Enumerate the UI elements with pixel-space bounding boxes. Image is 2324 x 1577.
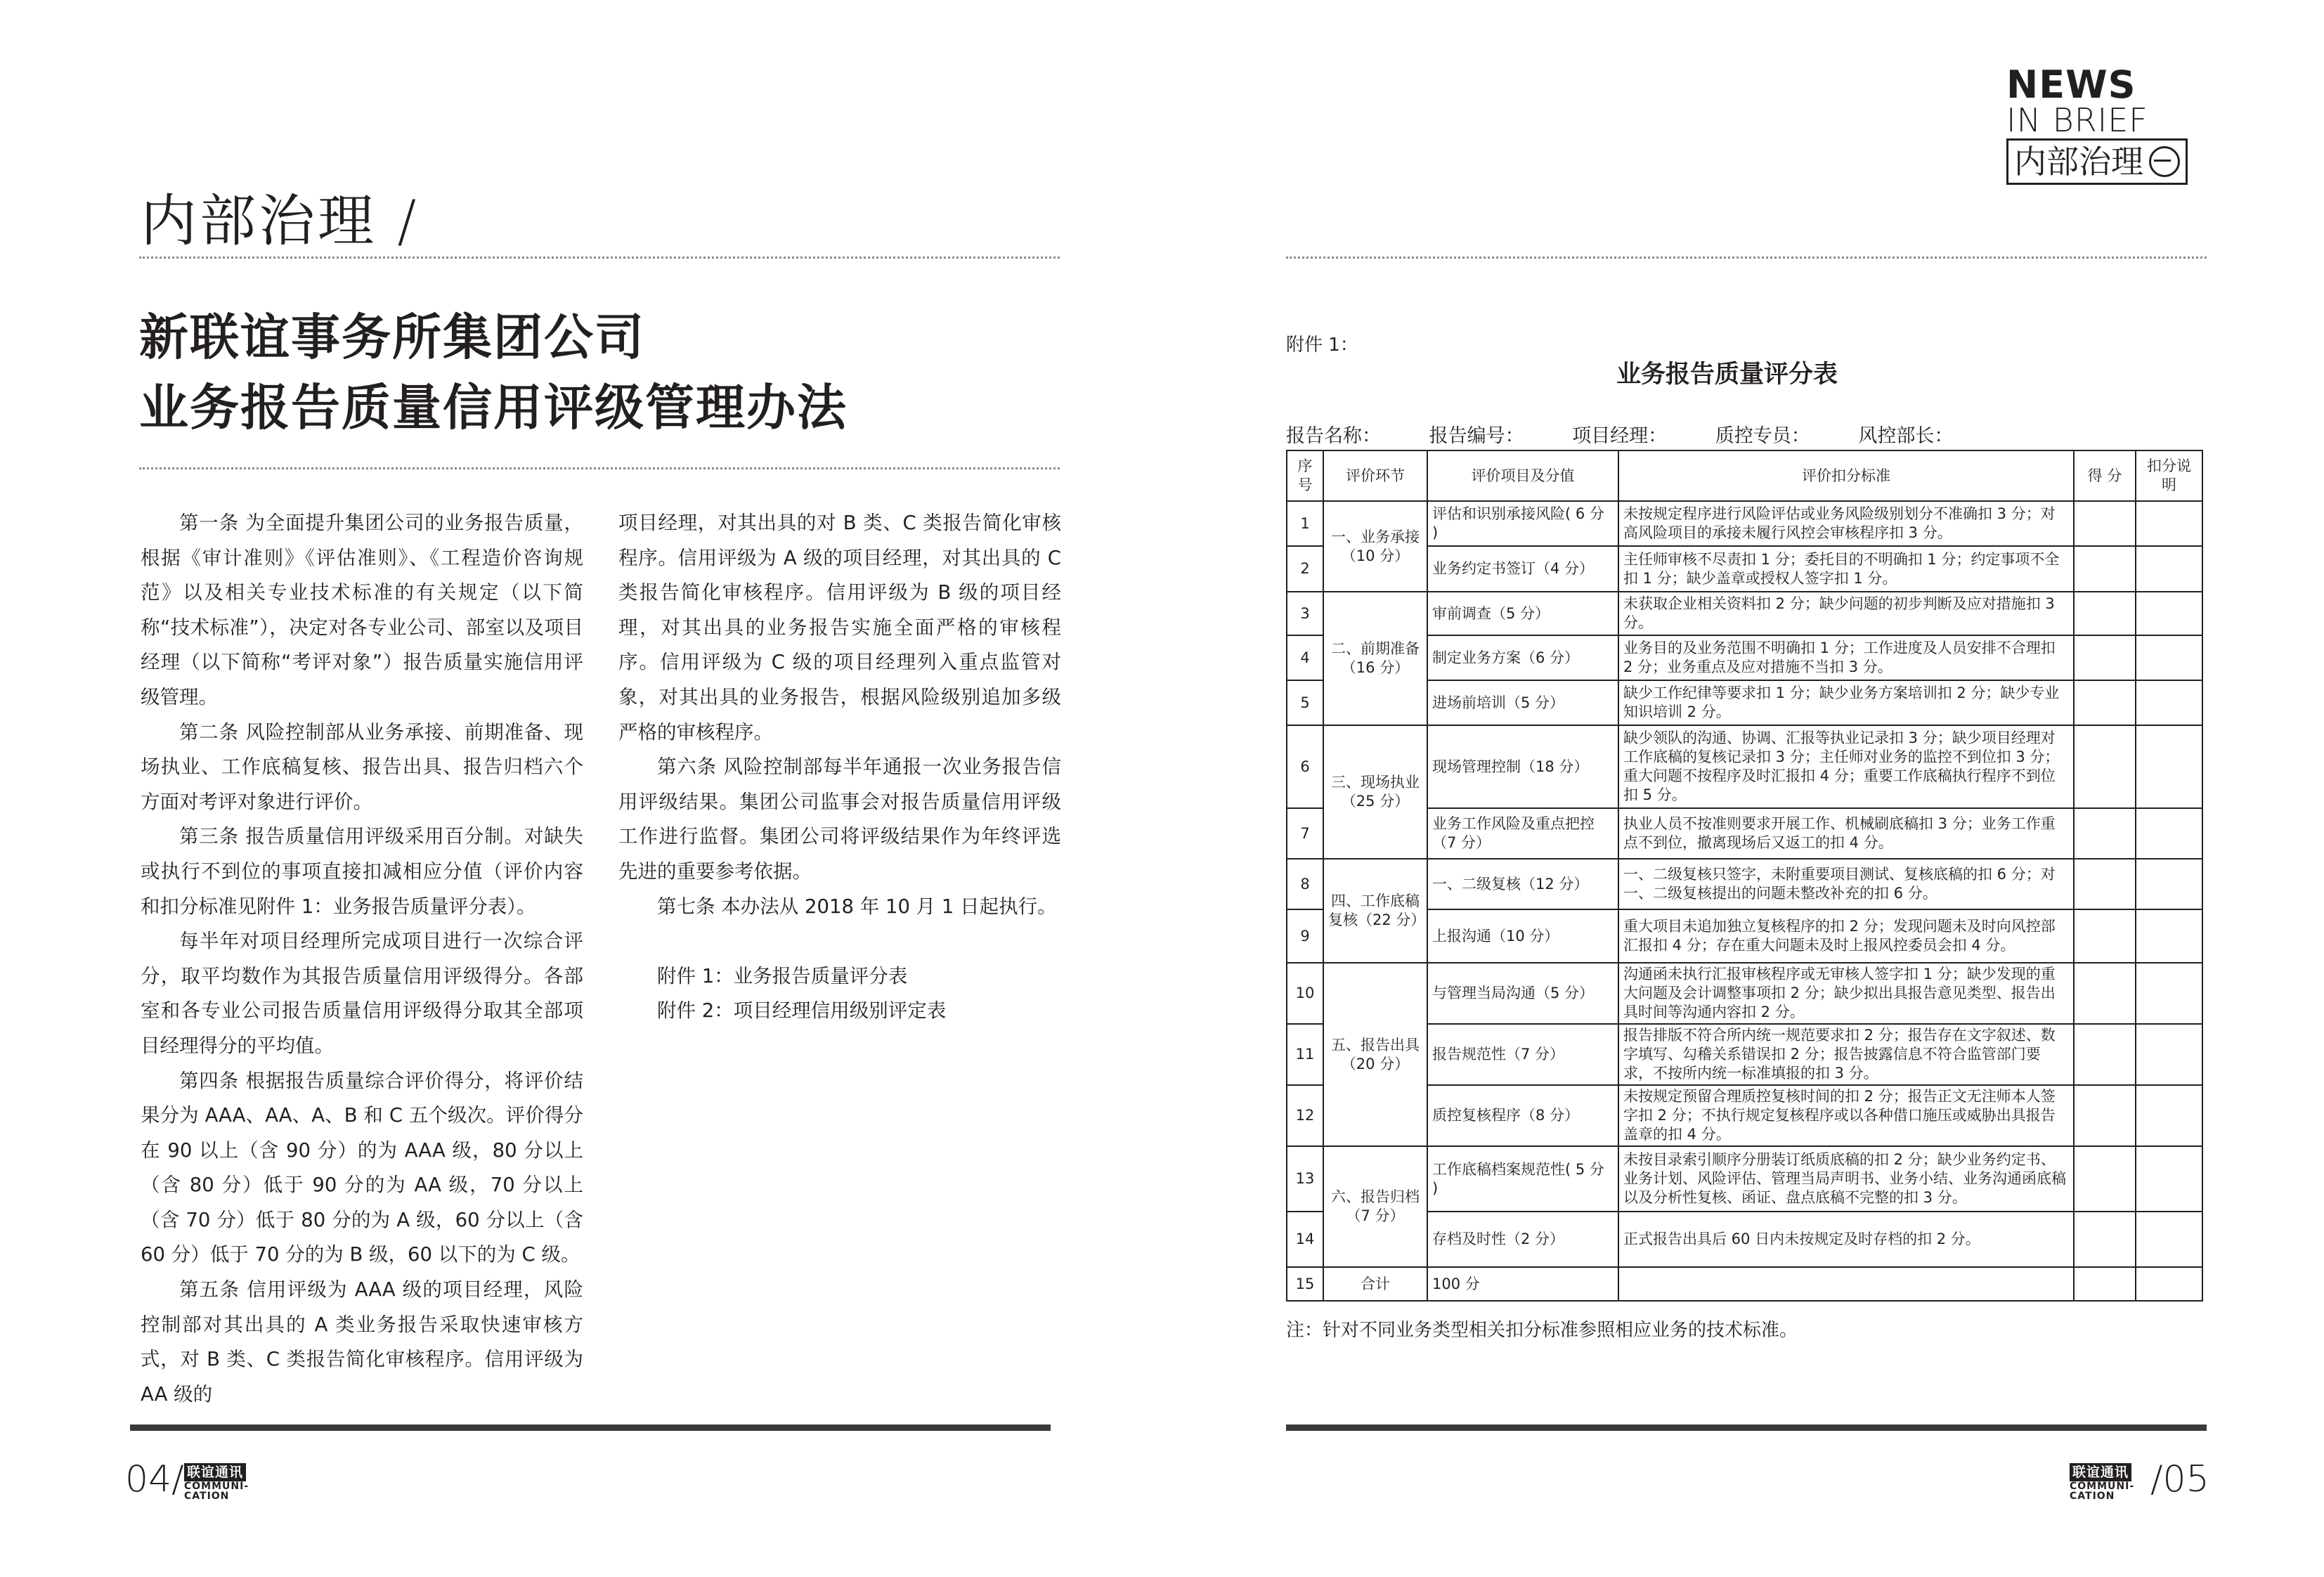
row-stage: 三、现场执业（25 分）: [1323, 725, 1427, 859]
attachment-ref: 附件 1：业务报告质量评分表: [657, 964, 908, 987]
note-cell[interactable]: [2136, 859, 2202, 909]
brand-sub: CATION: [184, 1491, 230, 1502]
row-standard: 未按目录索引顺序分册装订纸质底稿的扣 2 分；缺少业务约定书、业务计划、风险评估、管理当局声明书、业务小结、业务沟通函底稿以及分析性复核、函证、盘点底稿不完整的扣 3 分。: [1618, 1146, 2074, 1212]
row-item: 工作底稿档案规范性( 5 分 ): [1427, 1146, 1618, 1212]
page-number: 04/: [125, 1458, 184, 1500]
score-cell[interactable]: [2074, 501, 2136, 546]
paragraph: 第一条 为全面提升集团公司的业务报告质量，根据《审计准则》《评估准则》、《工程造价咨询规范》以及相关专业技术标准的有关规定（以下简称“技术标准”），决定对各专业公司、部室以及项目经理（以下简称“考评对象”）报告质量实施信用评级管理。: [141, 512, 583, 708]
row-no: 11: [1287, 1024, 1323, 1085]
row-item: 报告规范性（7 分）: [1427, 1024, 1618, 1085]
header-note: 扣分说明: [2136, 450, 2202, 501]
article-column-2: [618, 506, 1061, 1029]
row-stage: 四、工作底稿复核（22 分）: [1323, 859, 1427, 963]
score-cell[interactable]: [2074, 635, 2136, 680]
table-row: [1287, 725, 2202, 808]
score-cell[interactable]: [2074, 1212, 2136, 1267]
note-cell[interactable]: [2136, 1024, 2202, 1085]
row-standard: 缺少工作纪律等要求扣 1 分；缺少业务方案培训扣 2 分；缺少专业知识培训 2 分。: [1618, 680, 2074, 725]
score-cell[interactable]: [2074, 725, 2136, 808]
meta-project-manager: 项目经理：: [1572, 425, 1668, 447]
brand-logo: [2070, 1463, 2146, 1501]
nib-section-label: 内部治理: [2014, 143, 2143, 181]
note-cell[interactable]: [2136, 808, 2202, 859]
report-meta: [1286, 420, 1995, 448]
divider: [1286, 257, 2207, 259]
total-value: 100 分: [1427, 1267, 1618, 1301]
row-no: 14: [1287, 1212, 1323, 1267]
row-item: 与管理当局沟通（5 分）: [1427, 963, 1618, 1024]
paragraph: 第二条 风险控制部从业务承接、前期准备、现场执业、工作底稿复核、报告出具、报告归档六个方面对考评对象进行评价。: [141, 720, 583, 813]
attachment-ref: 附件 2：项目经理信用级别评定表: [657, 999, 947, 1023]
paragraph: 每半年对项目经理所完成项目进行一次综合评分，取平均数作为其报告质量信用评级得分。各部室和各专业公司报告质量信用评级得分取其全部项目经理得分的平均值。: [141, 930, 583, 1057]
row-item: 审前调查（5 分）: [1427, 592, 1618, 635]
news-in-brief-logo: [2006, 63, 2217, 185]
header-stage: 评价环节: [1323, 450, 1427, 501]
row-standard: 沟通函未执行汇报审核程序或无审核人签字扣 1 分；缺少发现的重大问题及会计调整事项扣 2 分；缺少拟出具报告意见类型、报告出具时间等沟通内容扣 2 分。: [1618, 963, 2074, 1024]
page-number: /05: [2150, 1458, 2209, 1500]
row-no: 6: [1287, 725, 1323, 808]
paragraph: 项目经理，对其出具的对 B 类、C 类报告简化审核程序。信用评级为 A 级的项目经理，对其出具的 C 类报告简化审核程序。信用评级为 B 级的项目经理，对其出具的业务报告实施全面严格的审核程序。信用评级为 C 级的项目经理列入重点监管对象，对其出具的业务报告，根据风险级别追加多级严格的审核程序。: [618, 512, 1061, 744]
row-standard: 报告排版不符合所内统一规范要求扣 2 分；报告存在文字叙述、数字填写、勾稽关系错误扣 2 分；报告披露信息不符合监管部门要求，不按所内统一标准填报的扣 3 分。: [1618, 1024, 2074, 1085]
row-no: 4: [1287, 635, 1323, 680]
row-standard: 重大项目未追加独立复核程序的扣 2 分；发现问题未及时向风控部汇报扣 4 分；存在重大问题未及时上报风控委员会扣 4 分。: [1618, 909, 2074, 963]
nib-section: [2006, 138, 2188, 185]
row-no: 10: [1287, 963, 1323, 1024]
note-cell[interactable]: [2136, 635, 2202, 680]
table-row: [1287, 501, 2202, 546]
section-title: 内部治理 /: [141, 188, 420, 254]
row-no: 3: [1287, 592, 1323, 635]
note-cell[interactable]: [2136, 1146, 2202, 1212]
row-item: 业务工作风险及重点把控（7 分）: [1427, 808, 1618, 859]
score-cell[interactable]: [2074, 1024, 2136, 1085]
row-no: 5: [1287, 680, 1323, 725]
header-standard: 评价扣分标准: [1618, 450, 2074, 501]
footer-bar: [1286, 1425, 2207, 1431]
note-cell[interactable]: [2136, 680, 2202, 725]
row-item: 现场管理控制（18 分）: [1427, 725, 1618, 808]
row-standard: 缺少领队的沟通、协调、汇报等执业记录扣 3 分；缺少项目经理对工作底稿的复核记录扣 3 分；主任师对业务的监控不到位扣 3 分；重大问题不按程序及时汇报扣 4 分；重要工作底稿执行程序不到位扣 5 分。: [1618, 725, 2074, 808]
article-column-1: [141, 506, 583, 1412]
meta-qc-officer: 质控专员：: [1715, 425, 1810, 447]
row-standard: 一、二级复核只签字，未附重要项目测试、复核底稿的扣 6 分；对一、二级复核提出的问题未整改补充的扣 6 分。: [1618, 859, 2074, 909]
row-no: 8: [1287, 859, 1323, 909]
row-no: 13: [1287, 1146, 1323, 1212]
row-item: 进场前培训（5 分）: [1427, 680, 1618, 725]
row-item: 制定业务方案（6 分）: [1427, 635, 1618, 680]
score-cell[interactable]: [2074, 592, 2136, 635]
table-row: [1287, 963, 2202, 1024]
row-no: 12: [1287, 1085, 1323, 1146]
brand-sub: COMMUNI-: [184, 1481, 249, 1492]
paragraph: 第六条 风险控制部每半年通报一次业务报告信用评级结果。集团公司监事会对报告质量信用评级工作进行监督。集团公司将评级结果作为年终评选先进的重要参考依据。: [618, 755, 1061, 883]
score-cell[interactable]: [2074, 1146, 2136, 1212]
table-note: 注：针对不同业务类型相关扣分标准参照相应业务的技术标准。: [1286, 1320, 1798, 1341]
row-item: 业务约定书签订（4 分）: [1427, 546, 1618, 592]
paragraph: 第三条 报告质量信用评级采用百分制。对缺失或执行不到位的事项直接扣减相应分值（评价内容和扣分标准见附件 1：业务报告质量评分表）。: [141, 825, 583, 918]
row-standard: 未获取企业相关资料扣 2 分；缺少问题的初步判断及应对措施扣 3 分。: [1618, 592, 2074, 635]
row-stage: 二、前期准备（16 分）: [1323, 592, 1427, 725]
note-cell[interactable]: [2136, 1085, 2202, 1146]
divider: [139, 257, 1060, 259]
score-table: [1286, 450, 2203, 1302]
paragraph: 第五条 信用评级为 AAA 级的项目经理，风险控制部对其出具的 A 类业务报告采取快速审核方式，对 B 类、C 类报告简化审核程序。信用评级为 AA 级的: [141, 1278, 583, 1406]
paragraph: 第四条 根据报告质量综合评价得分，将评价结果分为 AAA、AA、A、B 和 C 五个级次。评价得分在 90 以上（含 90 分）的为 AAA 级，80 分以上（含 80 分）低于 90 分的为 AA 级，70 分以上（含 70 分）低于 80 分的为 A 级，60 分以上（含 60 分）低于 70 分的为 B 级，60 以下的为 C 级。: [141, 1069, 583, 1266]
row-stage: 一、业务承接（10 分）: [1323, 501, 1427, 592]
row-item: 存档及时性（2 分）: [1427, 1212, 1618, 1267]
meta-risk-director: 风控部长：: [1858, 425, 1954, 447]
row-standard: 主任师审核不尽责扣 1 分；委托目的不明确扣 1 分；约定事项不全扣 1 分；缺少盖章或授权人签字扣 1 分。: [1618, 546, 2074, 592]
brand-sub: COMMUNI-: [2070, 1481, 2135, 1492]
brand-name: 联谊通讯: [2070, 1463, 2131, 1481]
score-cell[interactable]: [2074, 1085, 2136, 1146]
circle-icon: [2149, 146, 2180, 177]
row-standard: 未按规定预留合理质控复核时间的扣 2 分；报告正文无注师本人签字扣 2 分；不执行规定复核程序或以各种借口施压或威胁出具报告盖章的扣 4 分。: [1618, 1085, 2074, 1146]
brand-name: 联谊通讯: [184, 1463, 246, 1481]
row-standard: 未按规定程序进行风险评估或业务风险级别划分不准确扣 3 分；对高风险项目的承接未履行风控会审核程序扣 3 分。: [1618, 501, 2074, 546]
attachment-label: 附件 1：: [1286, 335, 1358, 356]
row-stage: 六、报告归档（7 分）: [1323, 1146, 1427, 1267]
row-no: 15: [1287, 1267, 1323, 1301]
total-label: 合计: [1323, 1267, 1427, 1301]
meta-report-name: 报告名称：: [1286, 425, 1381, 447]
note-cell[interactable]: [2136, 909, 2202, 963]
brand-logo: [184, 1463, 260, 1501]
brand-sub: CATION: [2070, 1491, 2115, 1502]
row-no: 9: [1287, 909, 1323, 963]
row-item: 一、二级复核（12 分）: [1427, 859, 1618, 909]
title-line-1: 新联谊事务所集团公司: [139, 309, 645, 366]
document-title: [139, 302, 848, 443]
table-header-row: [1287, 450, 2202, 501]
row-no: 1: [1287, 501, 1323, 546]
note-cell[interactable]: [2136, 963, 2202, 1024]
score-cell[interactable]: [2074, 859, 2136, 909]
row-standard: 正式报告出具后 60 日内未按规定及时存档的扣 2 分。: [1618, 1212, 2074, 1267]
nib-in-brief: IN BRIEF: [2006, 101, 2148, 139]
note-cell[interactable]: [2136, 1267, 2202, 1301]
score-cell[interactable]: [2074, 680, 2136, 725]
note-cell[interactable]: [2136, 1212, 2202, 1267]
row-no: 2: [1287, 546, 1323, 592]
row-standard: 业务目的及业务范围不明确扣 1 分；工作进度及人员安排不合理扣 2 分；业务重点及应对措施不当扣 3 分。: [1618, 635, 2074, 680]
header-no: 序号: [1287, 450, 1323, 501]
title-line-2: 业务报告质量信用评级管理办法: [139, 379, 848, 436]
paragraph: 第七条 本办法从 2018 年 10 月 1 日起执行。: [657, 895, 1057, 918]
nib-news: NEWS: [2006, 63, 2136, 107]
row-item: 上报沟通（10 分）: [1427, 909, 1618, 963]
footer-bar: [130, 1425, 1051, 1431]
table-row: [1287, 1146, 2202, 1212]
row-stage: 五、报告出具（20 分）: [1323, 963, 1427, 1146]
note-cell[interactable]: [2136, 546, 2202, 592]
header-score: 得 分: [2074, 450, 2136, 501]
score-cell[interactable]: [2074, 909, 2136, 963]
row-no: 7: [1287, 808, 1323, 859]
score-cell[interactable]: [2074, 546, 2136, 592]
score-cell[interactable]: [2074, 963, 2136, 1024]
note-cell[interactable]: [2136, 501, 2202, 546]
note-cell[interactable]: [2136, 725, 2202, 808]
table-row: [1287, 592, 2202, 635]
score-cell[interactable]: [2074, 1267, 2136, 1301]
row-item: 评估和识别承接风险( 6 分 ): [1427, 501, 1618, 546]
score-cell[interactable]: [2074, 808, 2136, 859]
total-standard: [1618, 1267, 2074, 1301]
row-standard: 执业人员不按准则要求开展工作、机械刷底稿扣 3 分；业务工作重点不到位，撤离现场后又返工的扣 4 分。: [1618, 808, 2074, 859]
header-item: 评价项目及分值: [1427, 450, 1618, 501]
table-row: [1287, 859, 2202, 909]
divider: [139, 467, 1060, 469]
meta-report-no: 报告编号：: [1429, 425, 1524, 447]
note-cell[interactable]: [2136, 592, 2202, 635]
total-row: [1287, 1267, 2202, 1301]
row-item: 质控复核程序（8 分）: [1427, 1085, 1618, 1146]
table-title: 业务报告质量评分表: [1616, 361, 1838, 389]
